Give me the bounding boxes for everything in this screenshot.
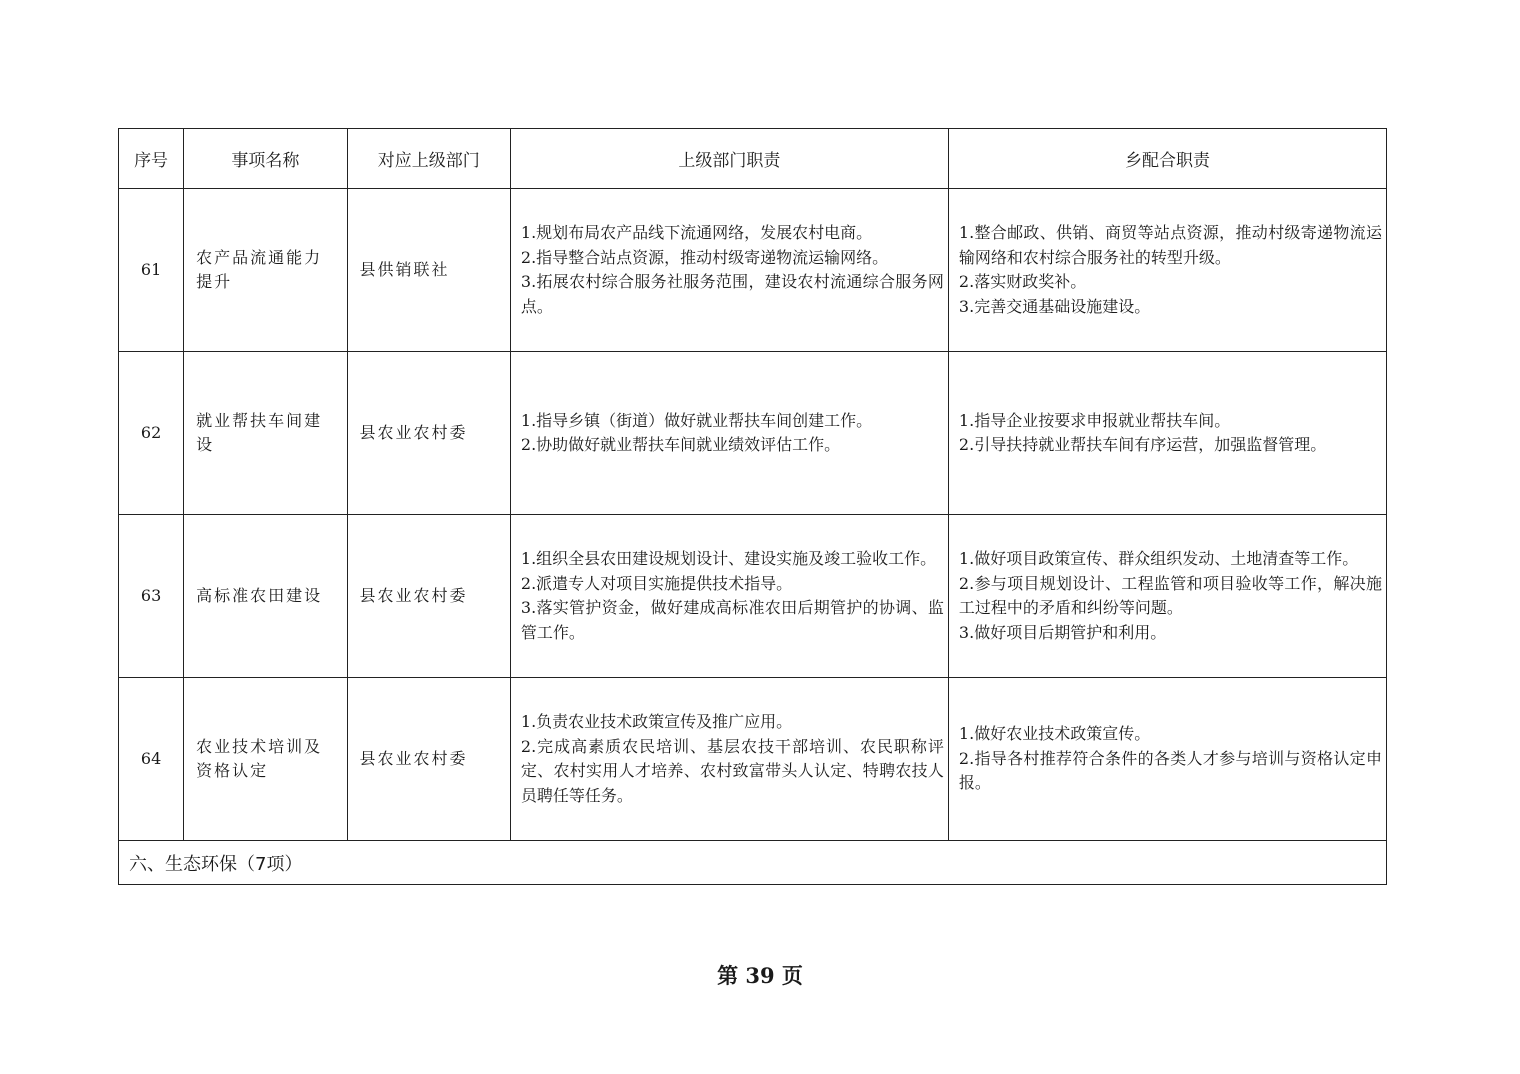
header-item-name: 事项名称 <box>184 129 347 189</box>
duty-line: 1.整合邮政、供销、商贸等站点资源，推动村级寄递物流运输网络和农村综合服务社的转型升级。 <box>958 223 1382 267</box>
row-superior-dept: 县农业农村委 <box>347 352 510 515</box>
row-superior-dept: 县供销联社 <box>347 189 510 352</box>
row-superior-duties <box>510 678 948 841</box>
duty-line: 2.指导整合站点资源，推动村级寄递物流运输网络。 <box>520 247 889 267</box>
row-superior-dept: 县农业农村委 <box>347 678 510 841</box>
duty-line: 3.做好项目后期管护和利用。 <box>958 622 1167 642</box>
duty-line: 1.指导乡镇（街道）做好就业帮扶车间创建工作。 <box>520 410 873 430</box>
duty-line: 2.协助做好就业帮扶车间就业绩效评估工作。 <box>520 435 841 454</box>
header-town-duties: 乡配合职责 <box>948 129 1386 189</box>
duty-line: 2.完成高素质农民培训、基层农技干部培训、农民职称评定、农村实用人才培养、农村致富带头人认定、特聘农技人员聘任等任务。 <box>520 736 944 805</box>
duty-line: 1.指导企业按要求申报就业帮扶车间。 <box>958 410 1231 430</box>
section-row <box>119 841 1387 885</box>
row-seq: 63 <box>119 515 184 678</box>
duty-line: 2.参与项目规划设计、工程监管和项目验收等工作，解决施工过程中的矛盾和纠纷等问题。 <box>958 573 1382 617</box>
row-seq: 62 <box>119 352 184 515</box>
row-seq: 64 <box>119 678 184 841</box>
row-town-duties <box>948 515 1386 678</box>
header-superior-dept: 对应上级部门 <box>347 129 510 189</box>
duty-line: 2.指导各村推荐符合条件的各类人才参与培训与资格认定申报。 <box>958 748 1382 793</box>
row-superior-dept: 县农业农村委 <box>347 515 510 678</box>
duty-line: 2.引导扶持就业帮扶车间有序运营，加强监督管理。 <box>958 435 1327 454</box>
row-item-name: 高标准农田建设 <box>184 515 347 678</box>
row-superior-duties <box>510 189 948 352</box>
row-item-name: 就业帮扶车间建设 <box>184 352 347 515</box>
duty-line: 1.组织全县农田建设规划设计、建设实施及竣工验收工作。 <box>520 549 937 568</box>
table-header-row <box>119 129 1387 189</box>
duty-line: 2.派遣专人对项目实施提供技术指导。 <box>520 573 793 593</box>
header-superior-duties: 上级部门职责 <box>510 129 948 189</box>
section-title: 六、生态环保（7项） <box>119 841 1387 885</box>
table-row <box>119 189 1387 352</box>
row-town-duties <box>948 352 1386 515</box>
row-town-duties <box>948 678 1386 841</box>
row-superior-duties <box>510 515 948 678</box>
duty-line: 1.负责农业技术政策宣传及推广应用。 <box>520 712 793 731</box>
row-superior-duties <box>510 352 948 515</box>
row-town-duties <box>948 189 1386 352</box>
row-item-name: 农产品流通能力提升 <box>184 189 347 352</box>
table-row <box>119 515 1387 678</box>
duty-line: 1.规划布局农产品线下流通网络，发展农村电商。 <box>520 223 873 242</box>
duty-line: 2.落实财政奖补。 <box>958 272 1087 291</box>
table-row <box>119 678 1387 841</box>
header-seq: 序号 <box>119 129 184 189</box>
duty-line: 3.落实管护资金，做好建成高标准农田后期管护的协调、监管工作。 <box>520 598 944 642</box>
table-row <box>119 352 1387 515</box>
row-seq: 61 <box>119 189 184 352</box>
duty-line: 1.做好农业技术政策宣传。 <box>958 724 1151 744</box>
page-number: 第 39 页 <box>717 963 803 988</box>
duty-line: 1.做好项目政策宣传、群众组织发动、土地清查等工作。 <box>958 549 1359 568</box>
row-item-name: 农业技术培训及资格认定 <box>184 678 347 841</box>
duty-line: 3.完善交通基础设施建设。 <box>958 296 1151 316</box>
responsibility-table <box>118 128 1387 885</box>
duty-line: 3.拓展农村综合服务社服务范围，建设农村流通综合服务网点。 <box>520 272 944 316</box>
